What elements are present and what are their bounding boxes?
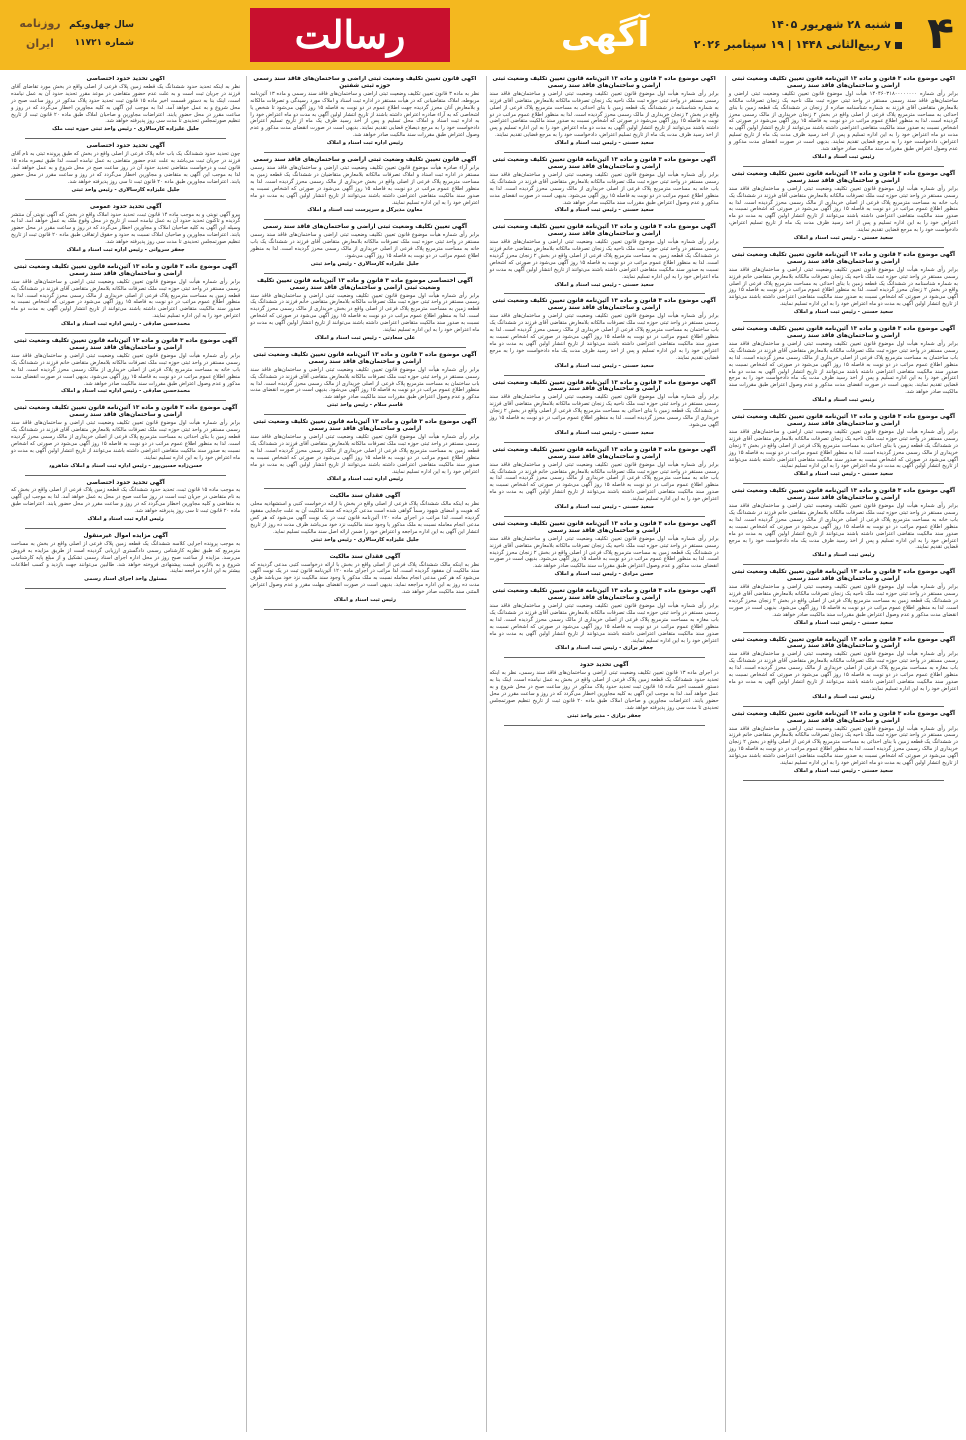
bullet-icon — [895, 22, 902, 29]
ad-notice — [729, 488, 958, 559]
ad-notice — [490, 662, 719, 719]
ad-notice — [729, 569, 958, 626]
ad-signature: علی سعادتی - رئیس ثبت اسناد و املاک — [314, 335, 416, 341]
date-shamsi — [770, 18, 902, 31]
ad-title: آگهی موضوع ماده ۳ قانون و ماده ۱۳ آئین‌نامه قانون تعیین تکلیف وضعیت ثبتی اراضی و ساختمان‌های فاقد سند رسمی — [13, 263, 238, 277]
ad-divider — [504, 375, 705, 376]
ad-title: آگهی تعیین تکلیف وضعیت ثبتی اراضی و ساختمان‌های فاقد سند رسمی — [262, 224, 467, 231]
ad-divider — [743, 706, 944, 707]
ad-signature: رئیس ثبت اسناد و املاک — [812, 693, 875, 700]
ad-notice — [490, 76, 719, 147]
ad-notice — [11, 533, 240, 583]
ad-signature: جلیل علیزاده کارسالاری - رئیس واحد ثبتی حوزه ثبت ملک — [52, 126, 200, 133]
ad-signature: رئیس ثبت اسناد و املاک — [812, 397, 875, 404]
ad-signature: سعید حسنی - رئیس ثبت اسناد و املاک — [793, 767, 894, 774]
ad-signature: سعید حسنی - رئیس ثبت اسناد و املاک — [554, 281, 654, 288]
ad-notice — [729, 326, 958, 404]
ad-title: آگهی موضوع ماده ۳ قانون و ماده ۱۳ آئین‌نامه قانون تعیین تکلیف وضعیت ثبتی اراضی و ساختمان‌های فاقد سند رسمی — [13, 338, 238, 351]
ad-title: آگهی موضوع ماده ۳ قانون و ماده ۱۳ آئین‌نامه قانون تعیین تکلیف وضعیت ثبتی اراضی و ساختمان‌های فاقد سند رسمی — [492, 379, 716, 393]
ad-divider — [504, 516, 705, 517]
ad-divider — [264, 414, 465, 415]
ad-notice — [250, 76, 479, 147]
ad-body: برابر رأی شماره هیأت اول موضوع قانون تعیین تکلیف وضعیت ثبتی اراضی و ساختمان‌های فاقد سند رسمی مستقر در واحد ثبتی حوزه ثبت ملک تصرفات مالکانه بلامعارض متقاضی آقای فرزند در ششدانگ یک باب ساختمان به مساحت مترمربع پلاک فرعی از اصلی خریداری از مالک رسمی محرز گردیده است. لذا به منظور اطلاع عموم مراتب در دو نوبت به فاصله ۱۵ روز آگهی می‌شود در صورتی که اشخاص نسبت به صدور سند مالکیت متقاضی اعتراضی داشته باشند می‌توانند از تاریخ انتشار اولین آگهی به مدت دو ماه اعتراض خود را به این اداره تسلیم و پس از اخذ رسید ظرف مدت یک ماه دادخواست خود را به مرجع قضایی تقدیم نمایند. بدیهی است در صورت انقضای مدت مذکور و عدم وصول اعتراض طبق مقررات سند مالکیت صادر خواهد شد. — [728, 340, 958, 396]
ad-body: برابر رأی شماره هیأت اول موضوع قانون تعیین تکلیف وضعیت ثبتی اراضی و ساختمان‌های فاقد سند رسمی مستقر در واحد ثبتی حوزه ثبت ملک تصرفات مالکانه بلامعارض متقاضی آقای فرزند در ششدانگ یک قطعه زمین با بنای احداثی به مساحت مترمربع پلاک فرعی از اصلی خریداری از مالک رسمی محرز گردیده است. لذا به منظور اطلاع عموم مراتب در دو نوبت به فاصله ۱۵ روز آگهی می‌شود در صورتی که اشخاص نسبت به صدور سند مالکیت متقاضی اعتراضی داشته باشند می‌توانند از تاریخ انتشار اولین آگهی به مدت دو ماه اعتراض خود را به این اداره تسلیم نمایند. — [11, 420, 241, 461]
ad-body: نظر به ماده ۳ قانون تعیین تکلیف وضعیت ثبتی اراضی و ساختمان‌های فاقد سند رسمی و ماده ۱۳ آئین‌نامه مربوطه، املاک متقاضیانی که در هیأت مستقر در اداره ثبت اسناد و املاک مورد رسیدگی و تصرفات مالکانه و بلامعارض آنان محرز گردیده جهت اطلاع عموم در دو نوبت به فاصله ۱۵ روز آگهی می‌شود تا شخص یا اشخاصی که به آراء صادره اعتراض داشته باشند از تاریخ انتشار اولین آگهی به مدت دو ماه اعتراض خود را به اداره ثبت اسناد و املاک محل تسلیم و پس از اخذ رسید ظرف یک ماه از تاریخ تسلیم اعتراض دادخواست خود را به مرجع ذیصلاح قضایی تقدیم نمایند. بدیهی است در صورت انقضای مدت مذکور و عدم وصول اعتراض طبق مقررات سند مالکیت صادر خواهد شد. — [250, 90, 480, 139]
page-header — [0, 0, 966, 70]
ad-notice — [11, 76, 240, 133]
ad-title: آگهی موضوع ماده ۳ قانون و ماده ۱۳ آئین‌نامه قانون تعیین تکلیف وضعیت ثبتی اراضی و ساختمان‌های فاقد سند رسمی — [731, 488, 956, 502]
ad-body: برابر رأی شماره هیأت اول موضوع قانون تعیین تکلیف وضعیت ثبتی اراضی و ساختمان‌های فاقد سند رسمی مستقر در واحد ثبتی حوزه ثبت ملک تصرفات مالکانه بلامعارض متقاضی خانم فرزند در ششدانگ یک قطعه زمین به مساحت مترمربع پلاک فرعی از اصلی واقع در بخش خریداری از مالک رسمی محرز گردیده است. لذا به منظور اطلاع عموم مراتب در دو نوبت به فاصله ۱۵ روز آگهی می‌شود در صورتی که اشخاص نسبت به صدور سند مالکیت متقاضی اعتراضی داشته باشند می‌توانند از تاریخ انتشار اولین آگهی به مدت دو ماه اعتراض خود را به این اداره تسلیم نمایند. — [250, 292, 480, 334]
ad-signature: جلیل علیزاده کارسالاری - رئیس واحد ثبتی — [310, 536, 419, 543]
ad-body: برابر رأی شماره هیأت اول موضوع قانون تعیین تکلیف وضعیت ثبتی اراضی و ساختمان‌های فاقد سند رسمی مستقر در واحد ثبتی حوزه ثبت ملک ناحیه یک زنجان تصرفات مالکانه بلامعارض متقاضی آقای فرزند در ششدانگ یک قطعه زمین به مساحت مترمربع پلاک فرعی از اصلی واقع در بخش ۲ زنجان محرز گردیده است. لذا به منظور اطلاع عموم مراتب در دو نوبت به فاصله ۱۵ روز آگهی می‌شود. بدیهی است در صورت انقضای مدت مذکور و عدم وصول اعتراض طبق مقررات سند مالکیت صادر خواهد شد. — [728, 584, 958, 618]
ad-divider — [504, 442, 705, 443]
ad-body: برابر رأی شماره هیأت اول موضوع قانون تعیین تکلیف وضعیت ثبتی اراضی و ساختمان‌های فاقد سند رسمی مستقر در واحد ثبتی حوزه ثبت ملک تصرفات مالکانه بلامعارض متقاضی آقای فرزند در ششدانگ یک باب مغازه به مساحت مترمربع پلاک فرعی از اصلی خریداری از مالک رسمی محرز گردیده است. لذا به منظور اطلاع عموم مراتب در دو نوبت به فاصله ۱۵ روز آگهی می‌شود در صورتی که اشخاص نسبت به صدور سند مالکیت متقاضی اعتراضی داشته باشند می‌توانند از تاریخ انتشار اولین آگهی به مدت دو ماه اعتراض خود را به این اداره تسلیم نمایند. — [489, 603, 719, 644]
ad-notice — [250, 224, 479, 267]
ad-body: برابر رأی شماره هیأت اول موضوع قانون تعیین تکلیف وضعیت ثبتی اراضی و ساختمان‌های فاقد سند رسمی مستقر در واحد ثبتی حوزه ثبت ملک تصرفات مالکانه بلامعارض متقاضی آقای فرزند در ششدانگ یک باب خانه به مساحت مترمربع پلاک فرعی از اصلی خریداری از مالک رسمی محرز گردیده است. لذا به منظور اطلاع عموم مراتب در دو نوبت به فاصله ۱۵ روز آگهی می‌شود. بدیهی است در صورت انقضای مدت مذکور و عدم وصول اعتراض طبق مقررات سند مالکیت صادر خواهد شد. — [489, 171, 719, 206]
ad-signature: قاسم سلام - رئیس واحد ثبتی — [326, 402, 403, 409]
ad-body: برابر رأی شماره هیأت اول موضوع قانون تعیین تکلیف وضعیت ثبتی اراضی و ساختمان‌های فاقد سند رسمی مستقر در واحد ثبتی حوزه ثبت ملک ناحیه یک زنجان تصرفات مالکانه بلامعارض متقاضی آقای فرزند در ششدانگ یک قطعه زمین با بنای احداثی به مساحت مترمربع پلاک فرعی از اصلی واقع در بخش ۲ زنجان خریداری از مالک رسمی محرز گردیده است. لذا به منظور اطلاع عموم مراتب در دو نوبت به فاصله ۱۵ روز آگهی می‌شود. — [489, 394, 719, 428]
ad-column-3 — [246, 76, 479, 1432]
ad-signature: رئیس ثبت اسناد و املاک — [333, 597, 396, 604]
ad-notice — [250, 352, 479, 409]
ad-body: نظر به اینکه مالک ششدانگ پلاک فرعی از اصلی واقع در بخش با ارائه درخواست کتبی مدعی گردیده که سند مالکیت آن مفقود گردیده است، لذا مراتب در اجرای ماده ۱۲۰ آئین‌نامه قانون ثبت در یک نوبت آگهی می‌شود که هر کس مدعی انجام معامله نسبت به ملک مذکور یا وجود سند مالکیت نزد خود می‌باشد ظرف مدت ده روز به این اداره مراجعه نماید. بدیهی است در صورت انقضای مهلت مقرر و عدم وصول اعتراض المثنی سند مالکیت صادر خواهد شد. — [250, 561, 480, 596]
newspaper-name: رسالت — [294, 12, 406, 57]
ad-notice — [11, 480, 240, 523]
ad-title: آگهی موضوع ماده ۳ قانون و ماده ۱۳ آئین‌نامه قانون تعیین تکلیف وضعیت ثبتی اراضی و ساختمان‌های فاقد سند رسمی — [731, 326, 956, 339]
ad-title: آگهی موضوع ماده ۳ قانون و ماده ۱۳ آئین‌نامه قانون تعیین تکلیف وضعیت ثبتی اراضی و ساختمان‌های فاقد سند رسمی — [492, 588, 716, 602]
ad-signature: سعید حسنی - رئیس ثبت اسناد و املاک — [793, 471, 894, 478]
ad-signature: سعید حسنی - رئیس ثبت اسناد و املاک — [554, 504, 654, 511]
ad-divider — [25, 400, 226, 401]
ad-body: به موجب پرونده اجرایی کلاسه ششدانگ یک قطعه زمین پلاک فرعی از اصلی واقع در بخش به مساحت مترمربع که طبق نظریه کارشناس رسمی دادگستری ارزیابی گردیده است از طریق مزایده به فروش می‌رسد. مزایده از ساعت صبح روز در محل اداره اجرای اسناد رسمی تشکیل و از مبلغ پایه کارشناسی شروع و به بالاترین قیمت پیشنهادی فروخته خواهد شد. طالبین می‌توانند جهت بازدید و کسب اطلاعات بیشتر به این اداره مراجعه نمایند. — [11, 540, 241, 575]
ad-signature: سعید حسنی - رئیس ثبت اسناد و املاک — [554, 207, 654, 214]
ad-notice — [250, 554, 479, 604]
ad-signature: جعفر برازی - رئیس ثبت اسناد و املاک — [555, 645, 654, 652]
section-title: آگهی — [560, 15, 650, 55]
ad-divider — [264, 219, 465, 220]
ad-title: آگهی تحدید حدود اختصاصی — [86, 143, 165, 150]
ad-divider — [264, 273, 465, 274]
ad-body: برابر رأی شماره هیأت اول موضوع قانون تعیین تکلیف وضعیت ثبتی اراضی و ساختمان‌های فاقد سند رسمی مستقر در واحد ثبتی حوزه ثبت ملک ناحیه یک زنجان تصرفات مالکانه بلامعارض متقاضی آقای فرزند در ششدانگ یک قطعه زمین به مساحت مترمربع پلاک فرعی از اصلی واقع در بخش ۲ زنجان محرز گردیده است. لذا به منظور اطلاع عموم مراتب در دو نوبت به فاصله ۱۵ روز آگهی می‌شود. بدیهی است در صورت انقضای مدت مذکور و عدم وصول اعتراض طبق مقررات سند مالکیت صادر خواهد شد. — [489, 535, 719, 570]
ad-divider — [25, 475, 226, 476]
ad-title: آگهی موضوع ماده ۳ قانون و ماده ۱۳ آئین‌نامه قانون تعیین تکلیف وضعیت ثبتی اراضی و ساختمان‌های فاقد سند رسمی — [253, 419, 477, 433]
ad-title: آگهی تحدید حدود عمومی — [89, 203, 162, 210]
date-other — [694, 38, 902, 51]
ad-notice — [729, 414, 958, 478]
ad-title: آگهی فقدان سند مالکیت — [329, 553, 401, 560]
ad-divider — [743, 780, 944, 781]
ad-divider — [743, 247, 944, 248]
ad-notice — [11, 264, 240, 328]
ad-notice — [490, 447, 719, 511]
ad-divider — [264, 347, 465, 348]
ad-signature: محمدحسن صادقی - رئیس اداره ثبت اسناد و املاک — [60, 321, 191, 328]
newspaper-masthead — [250, 8, 450, 62]
newspaper-logo-icon: روزنامه ایران — [19, 17, 61, 50]
ad-notice — [250, 157, 479, 214]
ad-notice — [490, 224, 719, 288]
ad-signature: سعید حسنی - رئیس ثبت اسناد و املاک — [793, 309, 894, 316]
ad-notice — [729, 711, 958, 775]
ad-signature: حسن‌زاده حسین‌پور - رئیس اداره ثبت اسناد و املاک شاهرود — [48, 462, 203, 469]
ad-title: آگهی تحدید حدود اختصاصی — [86, 76, 165, 82]
ad-body: چون تحدید حدود ششدانگ یک باب خانه پلاک فرعی از اصلی واقع در بخش که طبق پرونده ثبتی به نام آقای فرزند در جریان ثبت می‌باشد به علت عدم حضور متقاضی به عمل نیامده است، لذا طبق تبصره ماده ۱۵ قانون ثبت و درخواست متقاضی تحدید حدود آن در روز ساعت صبح در محل شروع و به عمل خواهد آمد. لذا به موجب این آگهی به متقاضی و مجاورین اخطار می‌گردد که در روز و ساعت مقرر در محل حضور یابند. اعتراضات مجاورین طبق ماده ۲۰ قانون ثبت تا سی روز پذیرفته خواهد شد. — [11, 151, 241, 185]
year-line: سال چهل‌ویکم — [69, 20, 134, 30]
ad-notice — [250, 419, 479, 483]
ad-notice — [250, 278, 479, 342]
ad-divider — [504, 293, 705, 294]
ad-title: آگهی موضوع ماده ۳ قانون و ماده ۱۳ آئین‌نامه قانون تعیین تکلیف وضعیت ثبتی اراضی و ساختمان‌های فاقد سند رسمی — [13, 405, 238, 419]
ad-signature: جلیل علیزاده کارسالاری - رئیس واحد ثبتی — [71, 186, 180, 193]
ad-signature: رئیس اداره ثبت اسناد و املاک — [326, 140, 404, 147]
ad-signature: سعید حسنی - رئیس ثبت اسناد و املاک — [554, 362, 654, 369]
ad-divider — [25, 528, 226, 529]
ad-notice — [490, 157, 719, 214]
ad-divider — [743, 632, 944, 633]
ad-body: برابر رأی شماره هیأت اول موضوع قانون تعیین تکلیف وضعیت ثبتی اراضی و ساختمان‌های فاقد سند رسمی مستقر در واحد ثبتی حوزه ثبت ملک تصرفات مالکانه بلامعارض متقاضی خانم فرزند در ششدانگ یک باب خانه به مساحت مترمربع پلاک فرعی از اصلی خریداری از مالک رسمی محرز گردیده است. لذا به منظور اطلاع عموم مراتب در دو نوبت به فاصله ۱۵ روز آگهی می‌شود در صورتی که اشخاص نسبت به صدور سند مالکیت متقاضی اعتراضی داشته باشند می‌توانند از تاریخ انتشار اولین آگهی به مدت دو ماه اعتراض خود را به این اداره تسلیم و پس از اخذ رسید ظرف مدت یک ماه دادخواست خود را به مرجع قضایی تقدیم نمایند. — [728, 503, 958, 551]
ad-body: برابر رأی شماره هیأت اول موضوع قانون تعیین تکلیف وضعیت ثبتی اراضی و ساختمان‌های فاقد سند رسمی مستقر در واحد ثبتی حوزه ثبت ملک تصرفات مالکانه بلامعارض متقاضی آقای فرزند در ششدانگ یک قطعه زمین به مساحت مترمربع پلاک فرعی از اصلی خریداری از مالک رسمی محرز گردیده است. لذا به منظور اطلاع عموم مراتب در دو نوبت به فاصله ۱۵ روز آگهی می‌شود در صورتی که اشخاص نسبت به صدور سند مالکیت متقاضی اعتراضی داشته باشند می‌توانند از تاریخ انتشار اولین آگهی به مدت دو ماه اعتراض خود را به این اداره تسلیم نمایند. — [11, 278, 241, 320]
page-number: ۴ — [927, 8, 954, 59]
ad-divider — [504, 583, 705, 584]
ad-divider — [264, 609, 465, 610]
ad-column-1 — [725, 76, 958, 1432]
issue-line: شماره ۱۱۷۲۱ — [74, 38, 134, 48]
ad-title: آگهی موضوع ماده ۳ قانون و ماده ۱۳ آئین‌نامه قانون تعیین تکلیف وضعیت ثبتی اراضی و ساختمان‌های فاقد سند رسمی — [731, 636, 956, 650]
ad-signature: سعید حسنی - رئیس ثبت اسناد و املاک — [554, 140, 654, 147]
ad-notice — [11, 204, 240, 254]
ad-body: در اجرای ماده ۱۳ قانون تعیین تکلیف وضعیت ثبتی اراضی و ساختمان‌های فاقد سند رسمی، نظر به اینکه تحدید حدود ششدانگ یک قطعه زمین پلاک فرعی از اصلی واقع در بخش به عمل نیامده است، اینک بنا به دستور قسمت اخیر ماده ۱۵ قانون ثبت تحدید حدود پلاک مذکور در روز ساعت صبح در محل شروع و به عمل خواهد آمد. لذا به موجب این آگهی به کلیه مجاورین اخطار می‌گردد که در روز و ساعت مقرر در محل حضور یابند. اعتراضات مجاورین و صاحبان املاک طبق ماده ۲۰ قانون ثبت از تاریخ تنظیم صورتمجلس تحدیدی تا مدت سی روز پذیرفته خواهد شد. — [489, 670, 719, 711]
ad-notice — [250, 493, 479, 543]
ad-signature: مسئول واحد اجرای اسناد رسمی — [84, 576, 168, 583]
ad-divider — [264, 152, 465, 153]
date-shamsi-text: شنبه ۲۸ شهریور ۱۴۰۵ — [770, 18, 891, 31]
ad-divider — [264, 549, 465, 550]
ad-body: برابر رأی شماره هیأت اول موضوع قانون تعیین تکلیف وضعیت ثبتی اراضی و ساختمان‌های فاقد سند رسمی مستقر در واحد ثبتی حوزه ثبت ملک تصرفات مالکانه بلامعارض متقاضی آقای فرزند در ششدانگ یک قطعه زمین به مساحت مترمربع پلاک فرعی از اصلی خریداری از مالک رسمی محرز گردیده است. لذا به منظور اطلاع عموم مراتب در دو نوبت به فاصله ۱۵ روز آگهی می‌شود در صورتی که اشخاص نسبت به صدور سند مالکیت متقاضی اعتراضی داشته باشند می‌توانند از تاریخ انتشار اولین آگهی به مدت دو ماه اعتراض خود را به این اداره تسلیم نمایند. — [250, 433, 480, 475]
ad-columns — [8, 76, 958, 1432]
ad-notice — [490, 521, 719, 578]
ad-title: آگهی تحدید حدود اختصاصی — [86, 479, 165, 486]
ad-notice — [490, 298, 719, 369]
ad-title: آگهی موضوع ماده ۳ قانون و ماده ۱۳ آئین‌نامه قانون تعیین تکلیف وضعیت ثبتی اراضی و ساختمان‌های فاقد سند رسمی — [492, 76, 716, 89]
ad-divider — [743, 564, 944, 565]
ad-body: نظر به اینکه تحدید حدود ششدانگ یک قطعه زمین پلاک فرعی از اصلی واقع در بخش مورد تقاضای آقای فرزند در جریان ثبت است و به علت عدم حضور متقاضی در موعد مقرر تحدید حدود آن به عمل نیامده است، اینک بنا به دستور قسمت اخیر ماده ۱۵ قانون ثبت تحدید حدود پلاک مذکور در روز ساعت صبح در محل شروع و به عمل خواهد آمد. لذا به موجب این آگهی به کلیه مجاورین اخطار می‌گردد که در روز و ساعت مقرر در محل حضور یابند. اعتراضات مجاورین و صاحبان املاک طبق ماده ۲۰ قانون ثبت از تاریخ تنظیم صورتمجلس تحدیدی تا مدت سی روز پذیرفته خواهد شد. — [11, 83, 241, 125]
bullet-icon — [895, 42, 902, 49]
ad-signature: رئیس اداره ثبت اسناد و املاک — [326, 476, 404, 483]
ad-signature: معاون مدیرکل و سرپرست ثبت اسناد و املاک — [307, 207, 423, 214]
ad-divider — [25, 333, 226, 334]
ad-divider — [264, 488, 465, 489]
ad-title: آگهی موضوع ماده ۳ قانون و ماده ۱۳ آئین‌نامه قانون تعیین تکلیف وضعیت ثبتی اراضی و ساختمان‌های فاقد سند رسمی — [492, 157, 716, 170]
ad-divider — [504, 219, 705, 220]
ad-notice — [490, 380, 719, 437]
ad-title: آگهی موضوع ماده ۳ قانون و ماده ۱۳ آئین‌نامه قانون تعیین تکلیف وضعیت ثبتی اراضی و ساختمان‌های فاقد سند رسمی — [492, 520, 716, 534]
ad-title: آگهی موضوع ماده ۳ قانون و ماده ۱۳ آئین‌نامه قانون تعیین تکلیف وضعیت ثبتی اراضی و ساختمان‌های فاقد سند رسمی — [492, 298, 716, 312]
ad-divider — [743, 321, 944, 322]
ad-notice — [729, 252, 958, 316]
ad-body: برابر رأی شماره هیأت اول موضوع قانون تعیین تکلیف وضعیت ثبتی اراضی و ساختمان‌های فاقد سند رسمی مستقر در واحد ثبتی حوزه ثبت ملک ناحیه یک زنجان تصرفات مالکانه بلامعارض متقاضی خانم فرزند به شماره شناسنامه در ششدانگ یک قطعه زمین با بنای احداثی به مساحت مترمربع پلاک فرعی از اصلی واقع در بخش ۲ زنجان محرز گردیده است. لذا به منظور اطلاع عموم مراتب در دو نوبت به فاصله ۱۵ روز آگهی می‌شود در صورتی که اشخاص نسبت به صدور سند مالکیت متقاضی اعتراضی داشته باشند می‌توانند از تاریخ انتشار اولین آگهی به مدت دو ماه اعتراض خود را به این اداره تسلیم نمایند. — [728, 266, 958, 308]
ad-signature: محمدحسن صادقی - رئیس اداره ثبت اسناد و املاک — [60, 388, 191, 395]
ad-body: نظر به اینکه مالک ششدانگ پلاک فرعی از اصلی واقع در بخش با ارائه درخواست کتبی و استشهادیه محلی که هویت و امضای شهود رسماً گواهی شده است مدعی گردیده که سند مالکیت آن به علت جابجایی مفقود گردیده است، لذا مراتب در اجرای ماده ۱۲۰ آئین‌نامه قانون ثبت در یک نوبت آگهی می‌شود که هر کس مدعی انجام معامله نسبت به ملک مذکور یا وجود سند مالکیت نزد خود می‌باشد ظرف مدت ده روز از تاریخ انتشار این آگهی به این اداره مراجعه و اعتراض خود را ضمن ارائه اصل سند مالکیت تسلیم نماید. — [250, 501, 480, 535]
ad-signature: جلیل علیزاده کارسالاری - رئیس واحد ثبتی — [310, 260, 419, 267]
ad-body: برابر رأی شماره ۱۴۰۴۶۰۳۱۸۰۰۰۰۰۰۰۰ هیأت اول موضوع قانون تعیین تکلیف وضعیت ثبتی اراضی و ساختمان‌های فاقد سند رسمی مستقر در واحد ثبتی حوزه ثبت ملک ناحیه یک زنجان تصرفات مالکانه بلامعارض متقاضی آقای فرزند به شماره شناسنامه صادره از زنجان در ششدانگ یک قطعه زمین با بنای احداثی به مساحت مترمربع پلاک فرعی از اصلی واقع در بخش ۲ زنجان خریداری از مالک رسمی محرز گردیده است. لذا به منظور اطلاع عموم مراتب در دو نوبت به فاصله ۱۵ روز آگهی می‌شود در صورتی که اشخاص نسبت به صدور سند مالکیت متقاضی اعتراضی داشته باشند می‌توانند از تاریخ انتشار اولین آگهی به مدت دو ماه اعتراض خود را به این اداره تسلیم و پس از اخذ رسید ظرف مدت یک ماه از تاریخ تسلیم اعتراض، دادخواست خود را به مرجع قضایی تقدیم نمایند. بدیهی است در صورت انقضای مدت مذکور و عدم وصول اعتراض طبق مقررات سند مالکیت صادر خواهد شد. — [728, 90, 958, 153]
issue-block — [8, 8, 208, 64]
ad-divider — [25, 138, 226, 139]
ad-divider — [25, 259, 226, 260]
ad-title: آگهی موضوع ماده ۳ قانون و ماده ۱۳ آئین‌نامه قانون تعیین تکلیف وضعیت ثبتی اراضی و ساختمان‌های فاقد سند رسمی — [731, 414, 956, 427]
ad-signature: جعفر برازی - مدیر واحد ثبتی — [567, 712, 642, 719]
date-other-text: ۷ ربیع‌الثانی ۱۴۴۸ | ۱۹ سپتامبر ۲۰۲۶ — [693, 38, 891, 51]
ad-divider — [743, 166, 944, 167]
ad-divider — [25, 199, 226, 200]
ad-title: آگهی موضوع ماده ۳ قانون و ماده ۱۳ آئین‌نامه قانون تعیین تکلیف وضعیت ثبتی اراضی و ساختمان‌های فاقد سند رسمی — [731, 76, 956, 89]
ad-title: آگهی موضوع ماده ۳ قانون و ماده ۱۳ آئین‌نامه قانون تعیین تکلیف وضعیت ثبتی اراضی و ساختمان‌های فاقد سند رسمی — [731, 251, 956, 265]
ad-signature: رئیس ثبت اسناد و املاک — [812, 552, 875, 559]
ad-title: آگهی قانون تعیین تکلیف وضعیت ثبتی اراضی و ساختمان‌های فاقد سند رسمی حوزه ثبتی شفتین — [253, 76, 477, 89]
ad-signature: رئیس ثبت اسناد و املاک — [812, 153, 875, 160]
ad-divider — [504, 152, 705, 153]
ad-divider — [743, 409, 944, 410]
ad-notice — [490, 588, 719, 652]
ad-body: برابر رأی شماره هیأت اول موضوع قانون تعیین تکلیف وضعیت ثبتی اراضی و ساختمان‌های فاقد سند رسمی مستقر در واحد ثبتی حوزه ثبت ملک تصرفات مالکانه بلامعارض متقاضی خانم فرزند در ششدانگ یک باب خانه به مساحت مترمربع پلاک فرعی از اصلی خریداری از مالک رسمی محرز گردیده است. لذا به منظور اطلاع عموم مراتب در دو نوبت به فاصله ۱۵ روز آگهی می‌شود. بدیهی است در صورت انقضای مدت مذکور و عدم وصول اعتراض طبق مقررات سند مالکیت صادر خواهد شد. — [11, 352, 241, 387]
ad-title: آگهی فقدان سند مالکیت — [329, 493, 401, 500]
ad-body: برابر رأی شماره هیأت اول موضوع قانون تعیین تکلیف وضعیت ثبتی اراضی و ساختمان‌های فاقد سند رسمی مستقر در واحد ثبتی حوزه ثبت ملک تصرفات مالکانه بلامعارض متقاضی آقای فرزند در ششدانگ یک باب خانه به مساحت مترمربع پلاک فرعی از اصلی خریداری از مالک رسمی محرز گردیده است. لذا به منظور اطلاع عموم مراتب در دو نوبت به فاصله ۱۵ روز آگهی می‌شود در صورتی که اشخاص نسبت به صدور سند مالکیت متقاضی اعتراضی داشته باشند می‌توانند از تاریخ انتشار اولین آگهی به مدت دو ماه اعتراض خود را به این اداره تسلیم و پس از اخذ رسید ظرف مدت یک ماه از تاریخ تسلیم اعتراض، دادخواست خود را به مرجع قضایی تقدیم نمایند. — [728, 185, 958, 234]
ad-title: آگهی موضوع ماده ۳ قانون و ماده ۱۳ آئین‌نامه قانون تعیین تکلیف وضعیت ثبتی اراضی و ساختمان‌های فاقد سند رسمی — [731, 569, 956, 583]
ad-notice — [11, 405, 240, 469]
ad-column-2 — [486, 76, 719, 1432]
ad-column-4 — [8, 76, 240, 1432]
ad-body: به موجب ماده ۱۵ قانون ثبت، تحدید حدود ششدانگ یک قطعه زمین پلاک فرعی از اصلی واقع در بخش که به نام متقاضی در جریان ثبت است در روز ساعت صبح در محل به عمل خواهد آمد. لذا به موجب این آگهی به متقاضی و کلیه مجاورین اخطار می‌گردد که در روز و ساعت مقرر در محل حضور یابند. اعتراضات طبق ماده ۲۰ قانون ثبت تا سی روز پذیرفته خواهد شد. — [11, 487, 241, 515]
ad-notice — [729, 171, 958, 242]
ad-title: آگهی موضوع ماده ۳ قانون و ماده ۱۳ آئین‌نامه قانون تعیین تکلیف وضعیت ثبتی اراضی و ساختمان‌های فاقد سند رسمی — [731, 170, 956, 184]
ad-divider — [504, 725, 705, 726]
ad-title: آگهی اختصاصی موضوع ماده ۳ قانون و ماده ۱۳ آئین‌نامه قانون تعیین تکلیف وضعیت ثبتی اراضی و ساختمان‌های فاقد سند رسمی — [257, 277, 473, 291]
ad-title: آگهی مزایده اموال غیرمنقول — [83, 532, 168, 539]
ad-body: پیرو آگهی نوبتی و به موجب ماده ۱۴ قانون ثبت، تحدید حدود املاک واقع در بخش که آگهی نوبتی آن منتشر گردیده و تاکنون تحدید حدود آن به عمل نیامده است از تاریخ در محل وقوع ملک به عمل خواهد آمد. لذا به وسیله این آگهی به کلیه صاحبان املاک و مجاورین اخطار می‌گردد که در روز و ساعت مقرر در محل حضور یابند. اعتراضات مجاورین و صاحبان املاک نسبت به حدود و حقوق ارتفاقی طبق ماده ۲۰ قانون ثبت از تاریخ تنظیم صورتمجلس تحدیدی تا مدت سی روز پذیرفته خواهد شد. — [11, 211, 241, 246]
ad-body: برابر رأی شماره هیأت اول موضوع قانون تعیین تکلیف وضعیت ثبتی اراضی و ساختمان‌های فاقد سند رسمی مستقر در واحد ثبتی حوزه ثبت ملک تصرفات مالکانه بلامعارض متقاضی خانم فرزند در ششدانگ یک باب خانه به مساحت مترمربع پلاک فرعی از اصلی خریداری از مالک رسمی محرز گردیده است. لذا به منظور اطلاع عموم مراتب در دو نوبت به فاصله ۱۵ روز آگهی می‌شود در صورتی که اشخاص نسبت به صدور سند مالکیت متقاضی اعتراضی داشته باشند می‌توانند از تاریخ انتشار اولین آگهی به مدت دو ماه اعتراض خود را به این اداره تسلیم نمایند. — [489, 461, 719, 503]
ad-title: آگهی موضوع ماده ۳ قانون و ماده ۱۳ آئین‌نامه قانون تعیین تکلیف وضعیت ثبتی اراضی و ساختمان‌های فاقد سند رسمی — [731, 710, 956, 724]
ad-divider — [743, 483, 944, 484]
ad-title: آگهی قانون تعیین تکلیف وضعیت ثبتی اراضی و ساختمان‌های فاقد سند رسمی — [253, 157, 477, 164]
ad-body: برابر رأی شماره هیأت اول موضوع قانون تعیین تکلیف وضعیت ثبتی اراضی و ساختمان‌های فاقد سند رسمی مستقر در واحد ثبتی حوزه ثبت ملک ناحیه یک زنجان تصرفات مالکانه بلامعارض متقاضی آقای فرزند در ششدانگ یک قطعه زمین با بنای احداثی به مساحت مترمربع پلاک فرعی از اصلی واقع در بخش ۲ زنجان خریداری از مالک رسمی محرز گردیده است. لذا به منظور اطلاع عموم مراتب در دو نوبت به فاصله ۱۵ روز آگهی می‌شود در صورتی که اشخاص نسبت به صدور سند مالکیت متقاضی اعتراضی داشته باشند می‌توانند از تاریخ انتشار اولین آگهی به مدت دو ماه اعتراض خود را به این اداره تسلیم نمایند. — [728, 428, 958, 470]
ad-body: برابر آراء صادره هیأت موضوع قانون تعیین تکلیف وضعیت ثبتی اراضی و ساختمان‌های فاقد سند رسمی مستقر در اداره ثبت اسناد و املاک تصرفات مالکانه بلامعارض متقاضیان در ششدانگ یک قطعه زمین به مساحت مترمربع پلاک فرعی از اصلی واقع در بخش خریداری از مالک رسمی محرز گردیده است. لذا به منظور اطلاع عموم مراتب در دو نوبت به فاصله ۱۵ روز آگهی می‌شود در صورتی که اشخاص نسبت به صدور سند مالکیت متقاضی اعتراضی داشته باشند می‌توانند از تاریخ انتشار اولین آگهی به مدت دو ماه اعتراض خود را به این اداره تسلیم نمایند. — [250, 164, 480, 206]
ad-notice — [729, 637, 958, 701]
ad-signature: حسن مرادی - رئیس ثبت اسناد و املاک — [554, 571, 654, 578]
ad-signature: رئیس اداره ثبت اسناد و املاک — [87, 516, 164, 523]
ad-body: برابر رأی شماره هیأت اول موضوع قانون تعیین تکلیف وضعیت ثبتی اراضی و ساختمان‌های فاقد سند رسمی مستقر در واحد ثبتی حوزه ثبت ملک ناحیه یک زنجان تصرفات مالکانه بلامعارض متقاضی خانم فرزند در ششدانگ یک قطعه زمین با بنای احداثی به مساحت مترمربع پلاک فرعی از اصلی واقع در بخش ۲ زنجان خریداری از مالک رسمی محرز گردیده است. لذا به منظور اطلاع عموم مراتب در دو نوبت به فاصله ۱۵ روز آگهی می‌شود در صورتی که اشخاص نسبت به صدور سند مالکیت متقاضی اعتراضی داشته باشند می‌توانند از تاریخ انتشار اولین آگهی به مدت دو ماه اعتراض خود را به این اداره تسلیم نمایند. — [728, 725, 958, 767]
ad-divider — [25, 588, 226, 589]
ad-body: برابر رأی شماره هیأت اول موضوع قانون تعیین تکلیف وضعیت ثبتی اراضی و ساختمان‌های فاقد سند رسمی مستقر در واحد ثبتی حوزه ثبت ملک تصرفات مالکانه بلامعارض متقاضی آقای فرزند در ششدانگ یک باب ساختمان به مساحت مترمربع پلاک فرعی از اصلی خریداری از مالک رسمی محرز گردیده است. لذا به منظور اطلاع عموم مراتب در دو نوبت به فاصله ۱۵ روز آگهی می‌شود در صورتی که اشخاص نسبت به صدور سند مالکیت متقاضی اعتراضی داشته باشند می‌توانند از تاریخ انتشار اولین آگهی به مدت دو ماه اعتراض خود را به این اداره تسلیم و پس از اخذ رسید ظرف مدت یک ماه دادخواست خود را به مرجع قضایی تقدیم نمایند. — [489, 313, 719, 361]
ad-notice — [729, 76, 958, 161]
ad-signature: سعید حسنی - رئیس ثبت اسناد و املاک — [793, 235, 894, 242]
ad-title: آگهی موضوع ماده ۳ قانون و ماده ۱۳ آئین‌نامه قانون تعیین تکلیف وضعیت ثبتی اراضی و ساختمان‌های فاقد سند رسمی — [492, 446, 716, 460]
ad-title: آگهی موضوع ماده ۳ قانون و ماده ۱۳ آئین‌نامه قانون تعیین تکلیف وضعیت ثبتی اراضی و ساختمان‌های فاقد سند رسمی — [253, 351, 477, 365]
ad-title: آگهی موضوع ماده ۳ قانون و ماده ۱۳ آئین‌نامه قانون تعیین تکلیف وضعیت ثبتی اراضی و ساختمان‌های فاقد سند رسمی — [492, 224, 716, 238]
page-info — [693, 6, 958, 62]
ad-signature: سعید حسنی - رئیس ثبت اسناد و املاک — [554, 429, 654, 436]
ad-body: برابر رأی شماره هیأت اول موضوع قانون تعیین تکلیف وضعیت ثبتی اراضی و ساختمان‌های فاقد سند رسمی مستقر در واحد ثبتی حوزه ثبت ملک ناحیه یک زنجان تصرفات مالکانه بلامعارض متقاضی آقای فرزند به شماره شناسنامه در ششدانگ یک قطعه زمین با بنای احداثی به مساحت مترمربع پلاک فرعی از اصلی واقع در بخش ۲ زنجان خریداری از مالک رسمی محرز گردیده است. لذا به منظور اطلاع عموم مراتب در دو نوبت به فاصله ۱۵ روز آگهی می‌شود در صورتی که اشخاص نسبت به صدور سند مالکیت متقاضی اعتراضی داشته باشند می‌توانند از تاریخ انتشار اولین آگهی به مدت دو ماه اعتراض خود را به این اداره تسلیم و پس از اخذ رسید ظرف مدت یک ماه از تاریخ تسلیم اعتراض، دادخواست خود را به مرجع قضایی تقدیم نمایند. — [489, 90, 719, 139]
ad-body: برابر رأی شماره هیأت اول موضوع قانون تعیین تکلیف وضعیت ثبتی اراضی و ساختمان‌های فاقد سند رسمی مستقر در واحد ثبتی حوزه ثبت ملک تصرفات مالکانه بلامعارض متقاضی آقای فرزند در ششدانگ یک باب ساختمان به مساحت مترمربع پلاک فرعی از اصلی خریداری از مالک رسمی محرز گردیده است. لذا به منظور اطلاع عموم مراتب در دو نوبت به فاصله ۱۵ روز آگهی می‌شود. بدیهی است در صورت انقضای مدت مذکور و عدم وصول اعتراض طبق مقررات سند مالکیت صادر خواهد شد. — [250, 366, 480, 401]
ad-body: برابر رأی شماره هیأت اول موضوع قانون تعیین تکلیف وضعیت ثبتی اراضی و ساختمان‌های فاقد سند رسمی مستقر در واحد ثبتی حوزه ثبت ملک ناحیه یک زنجان تصرفات مالکانه بلامعارض متقاضی خانم فرزند در ششدانگ یک قطعه زمین به مساحت مترمربع پلاک فرعی از اصلی واقع در بخش ۲ زنجان محرز گردیده است. لذا به منظور اطلاع عموم مراتب در دو نوبت به فاصله ۱۵ روز آگهی می‌شود در صورتی که اشخاص نسبت به صدور سند مالکیت متقاضی اعتراضی داشته باشند می‌توانند از تاریخ انتشار اولین آگهی به مدت دو ماه اعتراض خود را به این اداره تسلیم نمایند. — [489, 239, 719, 280]
ad-signature: جعفر سروانی - رئیس اداره ثبت اسناد و املاک — [66, 247, 185, 254]
ad-title: آگهی تحدید حدود — [579, 662, 629, 669]
ad-body: برابر رأی شماره هیأت موضوع قانون تعیین تکلیف وضعیت ثبتی اراضی و ساختمان‌های فاقد سند رسمی مستقر در واحد ثبتی حوزه ثبت ملک تصرفات مالکانه بلامعارض متقاضی آقای فرزند در ششدانگ یک باب خانه به مساحت مترمربع پلاک فرعی از اصلی خریداری از مالک رسمی محرز گردیده است. لذا به منظور اطلاع عموم مراتب در دو نوبت به فاصله ۱۵ روز آگهی می‌شود. — [250, 232, 480, 259]
ad-signature: سعید حسنی - رئیس ثبت اسناد و املاک — [793, 619, 894, 626]
ad-body: برابر رأی شماره هیأت اول موضوع قانون تعیین تکلیف وضعیت ثبتی اراضی و ساختمان‌های فاقد سند رسمی مستقر در واحد ثبتی حوزه ثبت ملک تصرفات مالکانه بلامعارض متقاضی آقای فرزند در ششدانگ یک باب مغازه به مساحت مترمربع پلاک فرعی از اصلی خریداری از مالک رسمی محرز گردیده است. لذا به منظور اطلاع عموم مراتب در دو نوبت به فاصله ۱۵ روز آگهی می‌شود در صورتی که اشخاص نسبت به صدور سند مالکیت متقاضی اعتراضی داشته باشند می‌توانند از تاریخ انتشار اولین آگهی به مدت دو ماه اعتراض خود را به این اداره تسلیم نمایند. — [728, 651, 958, 692]
ad-notice — [11, 338, 240, 395]
ad-divider — [504, 657, 705, 658]
ad-notice — [11, 143, 240, 193]
